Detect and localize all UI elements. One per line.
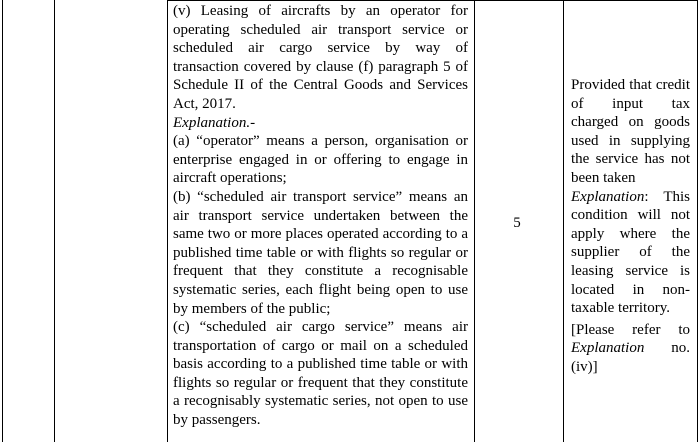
condition-explanation-label: Explanation [571,188,645,205]
column-divider-3 [474,0,475,442]
explanation-label: Explanation.- [173,114,256,131]
condition-explanation-text: : This condition will not apply where the supplier of the leasing service is located in non-taxable territory. [571,188,690,317]
row-top-border [167,0,698,1]
table-border-right [697,0,698,442]
reference-prefix: [Please refer to [571,321,690,338]
column-divider-1 [54,0,55,442]
table-border-left [2,0,3,442]
description-heading: (v) Leasing of aircrafts by an operator for operating scheduled air transport service or scheduled air cargo service by way of transaction covered by clause (f) paragraph 5 of Schedule II of the Central Goods and Services Act, 2017. [173,3,468,112]
clause-a: (a) “operator” means a person, organisation or enterprise engaged in or offering to engage in aircraft operations; [173,133,468,187]
reference-suffix: no. (iv)] [571,340,690,375]
column-divider-2 [167,0,168,442]
clause-c: (c) “scheduled air cargo service” means air transportation of cargo or mail on a scheduled basis according to a published time table or with flights so regular or frequent that they constitute a recognisably systematic series, not open to use by passengers. [173,319,468,429]
description-cell [173,2,468,430]
column-divider-4 [563,0,564,442]
condition-explanation [571,188,690,318]
reference-italic: Explanation [571,340,645,357]
condition-reference [571,321,690,377]
condition-proviso: Provided that credit of input tax charged on goods used in supplying the service has not been taken [571,77,690,186]
clause-b: (b) “scheduled air transport service” means an air transport service undertaken between the same two or more places operated according to a published time table or with flights so regular or frequent that they constitute a recognisable systematic series, each flight being open to use by members of the public; [173,188,468,317]
rate-cell: 5 [513,215,521,231]
condition-cell [571,76,690,377]
